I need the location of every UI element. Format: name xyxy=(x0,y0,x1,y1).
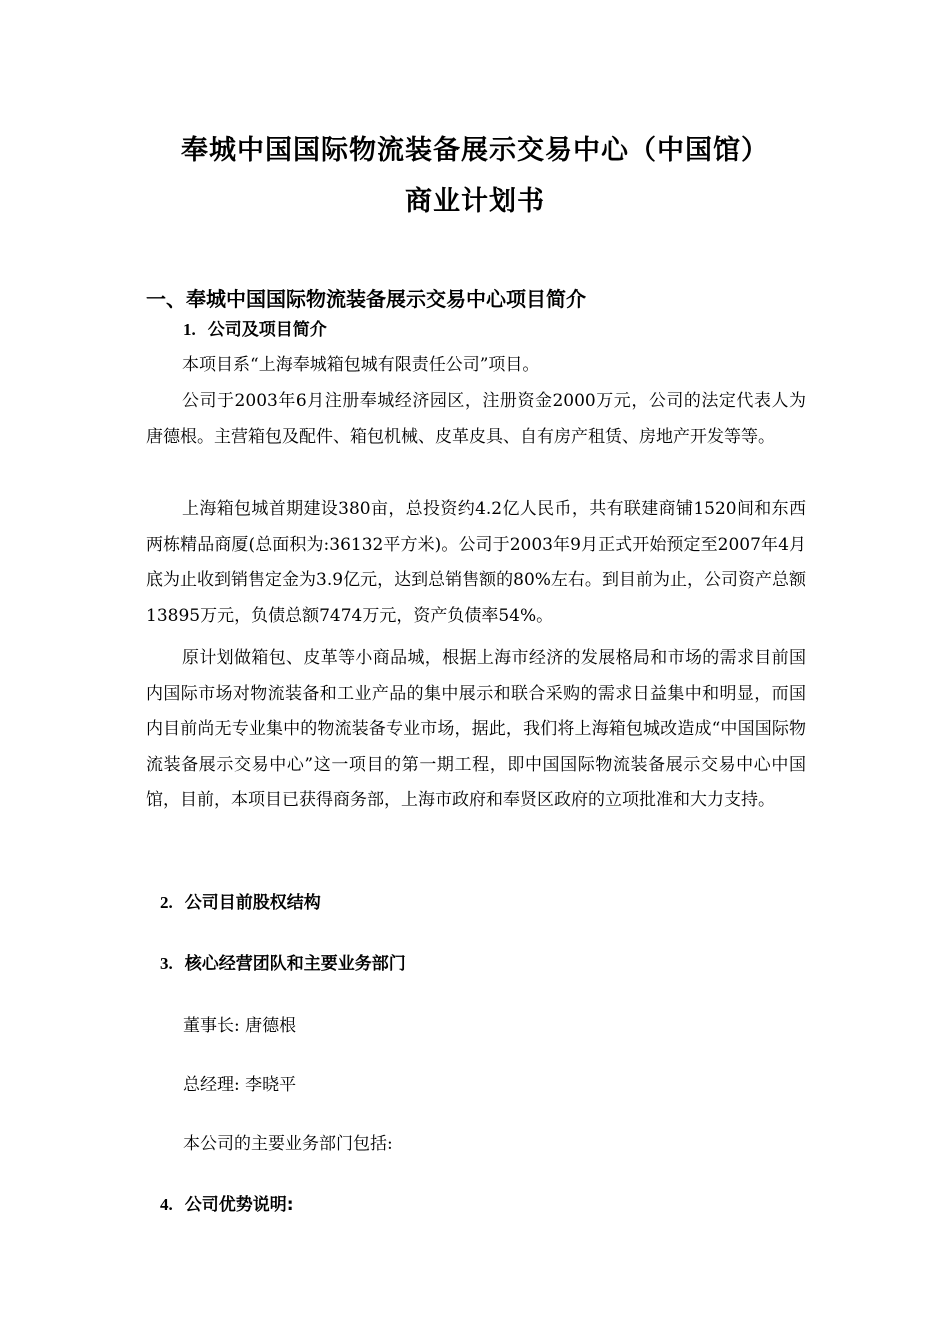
chairman-line: 董事长: 唐德根 xyxy=(183,1016,297,1036)
subsection-2-number: 2. xyxy=(160,893,173,912)
section-1-heading: 一、奉城中国国际物流装备展示交易中心项目简介 xyxy=(146,287,586,311)
subsection-1-number: 1. xyxy=(183,320,196,339)
subsection-3-heading xyxy=(160,952,406,976)
subsection-2-heading xyxy=(160,891,321,915)
document-subtitle: 商业计划书 xyxy=(405,186,545,217)
subsection-2-label: 公司目前股权结构 xyxy=(184,893,321,913)
subsection-4-label: 公司优势说明: xyxy=(184,1195,294,1215)
subsection-3-label: 核心经营团队和主要业务部门 xyxy=(184,954,406,974)
subsection-1-heading xyxy=(183,318,327,342)
subsection-1-label: 公司及项目简介 xyxy=(207,320,327,340)
document-title: 奉城中国国际物流装备展示交易中心（中国馆） xyxy=(181,135,769,166)
subsection-3-number: 3. xyxy=(160,954,173,973)
paragraph-project-intro: 本项目系“上海奉城箱包城有限责任公司”项目。 xyxy=(182,355,540,375)
paragraph-project-plan: 原计划做箱包、皮革等小商品城，根据上海市经济的发展格局和市场的需求目前国内国际市场对物流装备和工业产品的集中展示和联合采购的需求日益集中和明显，而国内目前尚无专业集中的物流装备专业市场，据此，我们将上海箱包城改造成“中国国际物流装备展示交易中心”这一项目的第一期工程，即中国国际物流装备展示交易中心中国馆，目前，本项目已获得商务部，上海市政府和奉贤区政府的立项批准和大力支持。 xyxy=(146,648,806,810)
general-manager-line: 总经理: 李晓平 xyxy=(183,1075,297,1095)
subsection-4-heading xyxy=(160,1193,294,1217)
subsection-4-number: 4. xyxy=(160,1195,173,1214)
paragraph-investment-details: 上海箱包城首期建设380亩，总投资约4.2亿人民币，共有联建商铺1520间和东西两栋精品商厦(总面积为:36132平方米)。公司于2003年9月正式开始预定至2007年4月底为止收到销售定金为3.9亿元，达到总销售额的80%左右。到目前为止，公司资产总额13895万元，负债总额7474万元，资产负债率54%。 xyxy=(146,499,806,626)
departments-intro-line: 本公司的主要业务部门包括: xyxy=(183,1134,393,1154)
paragraph-company-registration: 公司于2003年6月注册奉城经济园区，注册资金2000万元，公司的法定代表人为唐德根。主营箱包及配件、箱包机械、皮革皮具、自有房产租赁、房地产开发等等。 xyxy=(146,391,806,447)
